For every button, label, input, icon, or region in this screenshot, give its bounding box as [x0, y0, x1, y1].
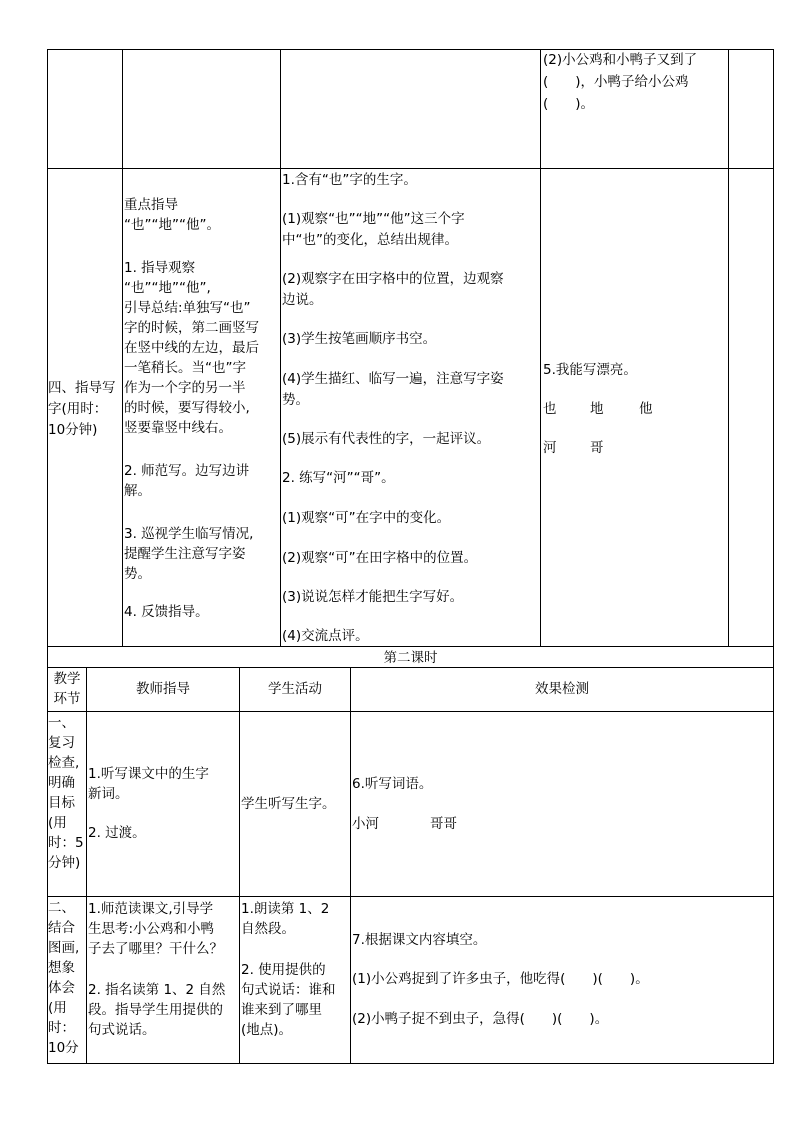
lower-table-row-divider	[47, 896, 774, 897]
effect-fill-blank-line: ( )。	[543, 96, 595, 112]
section-label: 二、	[48, 900, 75, 916]
section-label: 想象	[48, 960, 75, 976]
effect-fill-blank-line: (2)小鸭子捉不到虫子，急得( )( )。	[352, 1011, 609, 1027]
student-activity-line: (2)观察“可”在田字格中的位置。	[282, 550, 478, 566]
section-label: 图画,	[48, 940, 80, 956]
teacher-guidance-line: 势。	[124, 566, 151, 582]
section-label: 复习	[48, 735, 75, 751]
teacher-guidance-line: 3. 巡视学生临写情况,	[124, 526, 254, 542]
dictation-word: 哥哥	[430, 816, 457, 832]
effect-fill-blank-line: (2)小公鸡和小鸭子又到了	[543, 52, 698, 68]
lower-table-col-divider	[239, 667, 240, 1064]
dictation-word: 小河	[352, 816, 379, 832]
section-label: (用	[48, 815, 67, 831]
student-activity-line: (1)观察“也”“地”“他”这三个字	[282, 211, 465, 227]
student-activity-line: (地点)。	[241, 1022, 293, 1038]
practice-char: 也	[543, 401, 557, 417]
section-label: 时：5	[48, 835, 84, 851]
student-activity-line: 谁来到了哪里	[241, 1002, 322, 1018]
effect-title: 7.根据课文内容填空。	[352, 932, 487, 948]
header-section: 环节	[53, 691, 81, 707]
upper-table-bottom-border	[47, 646, 774, 647]
teacher-guidance-line: 解。	[124, 483, 151, 499]
teacher-guidance-line: 1.听写课文中的生字	[88, 766, 209, 782]
student-activity-line: 边说。	[282, 292, 323, 308]
teacher-guidance-line: 生思考:小公鸡和小鸭	[88, 921, 215, 937]
teacher-guidance-line: 一笔稍长。当“也”字	[124, 360, 246, 376]
header-teacher: 教师指导	[136, 681, 190, 697]
student-activity-line: 2. 使用提供的	[241, 962, 326, 978]
student-activity-line: (3)说说怎样才能把生字写好。	[282, 589, 464, 605]
student-activity-line: (4)学生描红、临写一遍，注意写字姿	[282, 371, 504, 387]
lower-table-col-divider	[350, 667, 351, 1064]
effect-title: 6.听写词语。	[352, 776, 433, 792]
teacher-guidance-line: 在竖中线的左边，最后	[124, 340, 259, 356]
teacher-guidance-line: 引导总结:单独写“也”	[124, 300, 251, 316]
teacher-guidance-line: 新词。	[88, 786, 129, 802]
practice-char: 河	[543, 440, 557, 456]
student-activity-line: 1.朗读第 1、2	[241, 901, 330, 917]
lesson-period-title: 第二课时	[383, 650, 438, 666]
upper-table-col-divider	[728, 49, 729, 647]
student-activity-line: 句式说话：谁和	[241, 982, 336, 998]
student-activity-line: (1)观察“可”在字中的变化。	[282, 510, 451, 526]
student-activity-line: 学生听写生字。	[241, 796, 336, 812]
student-activity-line: (4)交流点评。	[282, 628, 369, 644]
section-label: 结合	[48, 920, 75, 936]
teacher-guidance-line: “也”“地”“他”。	[124, 217, 220, 233]
student-activity-line: 自然段。	[241, 921, 295, 937]
section-label: 时：	[48, 1020, 75, 1036]
student-activity-line: (5)展示有代表性的字，一起评议。	[282, 431, 491, 447]
section-label: 检查,	[48, 755, 80, 771]
teacher-guidance-line: “也”“地”“他”,	[124, 280, 211, 296]
section-label: (用	[48, 1000, 67, 1016]
upper-table-left-border	[47, 49, 48, 647]
section-label: 一、	[48, 715, 75, 731]
section-label: 明确	[48, 775, 75, 791]
teacher-guidance-line: 2. 指名读第 1、2 自然	[88, 982, 226, 998]
student-activity-line: 2. 练写“河”“哥”。	[282, 470, 395, 486]
upper-table-right-border	[773, 49, 774, 647]
lower-table-right-border	[773, 646, 774, 1064]
teacher-guidance-line: 作为一个字的另一半	[124, 380, 246, 396]
section-label: 目标	[48, 795, 75, 811]
teacher-guidance-line: 2. 师范写。边写边讲	[124, 463, 250, 479]
upper-table-col-divider	[280, 49, 281, 647]
section-label: 10分钟)	[48, 422, 98, 438]
header-effect: 效果检测	[535, 681, 589, 697]
section-label: 10分	[48, 1040, 79, 1056]
lower-table-col-divider	[86, 667, 87, 1064]
section-label: 分钟)	[48, 855, 81, 871]
practice-char: 地	[590, 401, 604, 417]
upper-table-col-divider	[540, 49, 541, 647]
student-activity-line: (3)学生按笔画顺序书空。	[282, 331, 437, 347]
effect-fill-blank-line: ( )，小鸭子给小公鸡	[543, 74, 689, 90]
section-label: 体会	[48, 980, 75, 996]
teacher-guidance-line: 重点指导	[124, 197, 178, 213]
effect-fill-blank-line: (1)小公鸡捉到了许多虫子，他吃得( )( )。	[352, 971, 649, 987]
teacher-guidance-line: 4. 反馈指导。	[124, 604, 209, 620]
practice-char: 哥	[590, 440, 604, 456]
lower-table-header-divider	[47, 711, 774, 712]
upper-table-row-divider	[47, 168, 774, 169]
teacher-guidance-line: 句式说话。	[88, 1022, 156, 1038]
section-label: 字(用时：	[48, 401, 108, 417]
teacher-guidance-line: 提醒学生注意写字姿	[124, 546, 246, 562]
student-activity-line: 1.含有“也”字的生字。	[282, 172, 417, 188]
upper-table-col-divider	[122, 49, 123, 647]
student-activity-line: 中“也”的变化，总结出规律。	[282, 232, 458, 248]
student-activity-line: (2)观察字在田字格中的位置，边观察	[282, 271, 504, 287]
section-label: 四、指导写	[48, 380, 116, 396]
teacher-guidance-line: 竖要靠竖中线右。	[124, 420, 232, 436]
header-section: 教学	[53, 671, 81, 687]
lower-table-bottom-border	[47, 1063, 774, 1064]
practice-char: 他	[639, 401, 653, 417]
teacher-guidance-line: 2. 过渡。	[88, 825, 146, 841]
teacher-guidance-line: 1.师范读课文,引导学	[88, 901, 214, 917]
student-activity-line: 势。	[282, 392, 309, 408]
teacher-guidance-line: 1. 指导观察	[124, 260, 196, 276]
teacher-guidance-line: 子去了哪里？干什么？	[88, 941, 223, 957]
teacher-guidance-line: 的时候，要写得较小,	[124, 400, 250, 416]
header-student: 学生活动	[268, 681, 322, 697]
teacher-guidance-line: 段。指导学生用提供的	[88, 1002, 223, 1018]
effect-title: 5.我能写漂亮。	[543, 362, 637, 378]
teacher-guidance-line: 字的时候，第二画竖写	[124, 320, 259, 336]
